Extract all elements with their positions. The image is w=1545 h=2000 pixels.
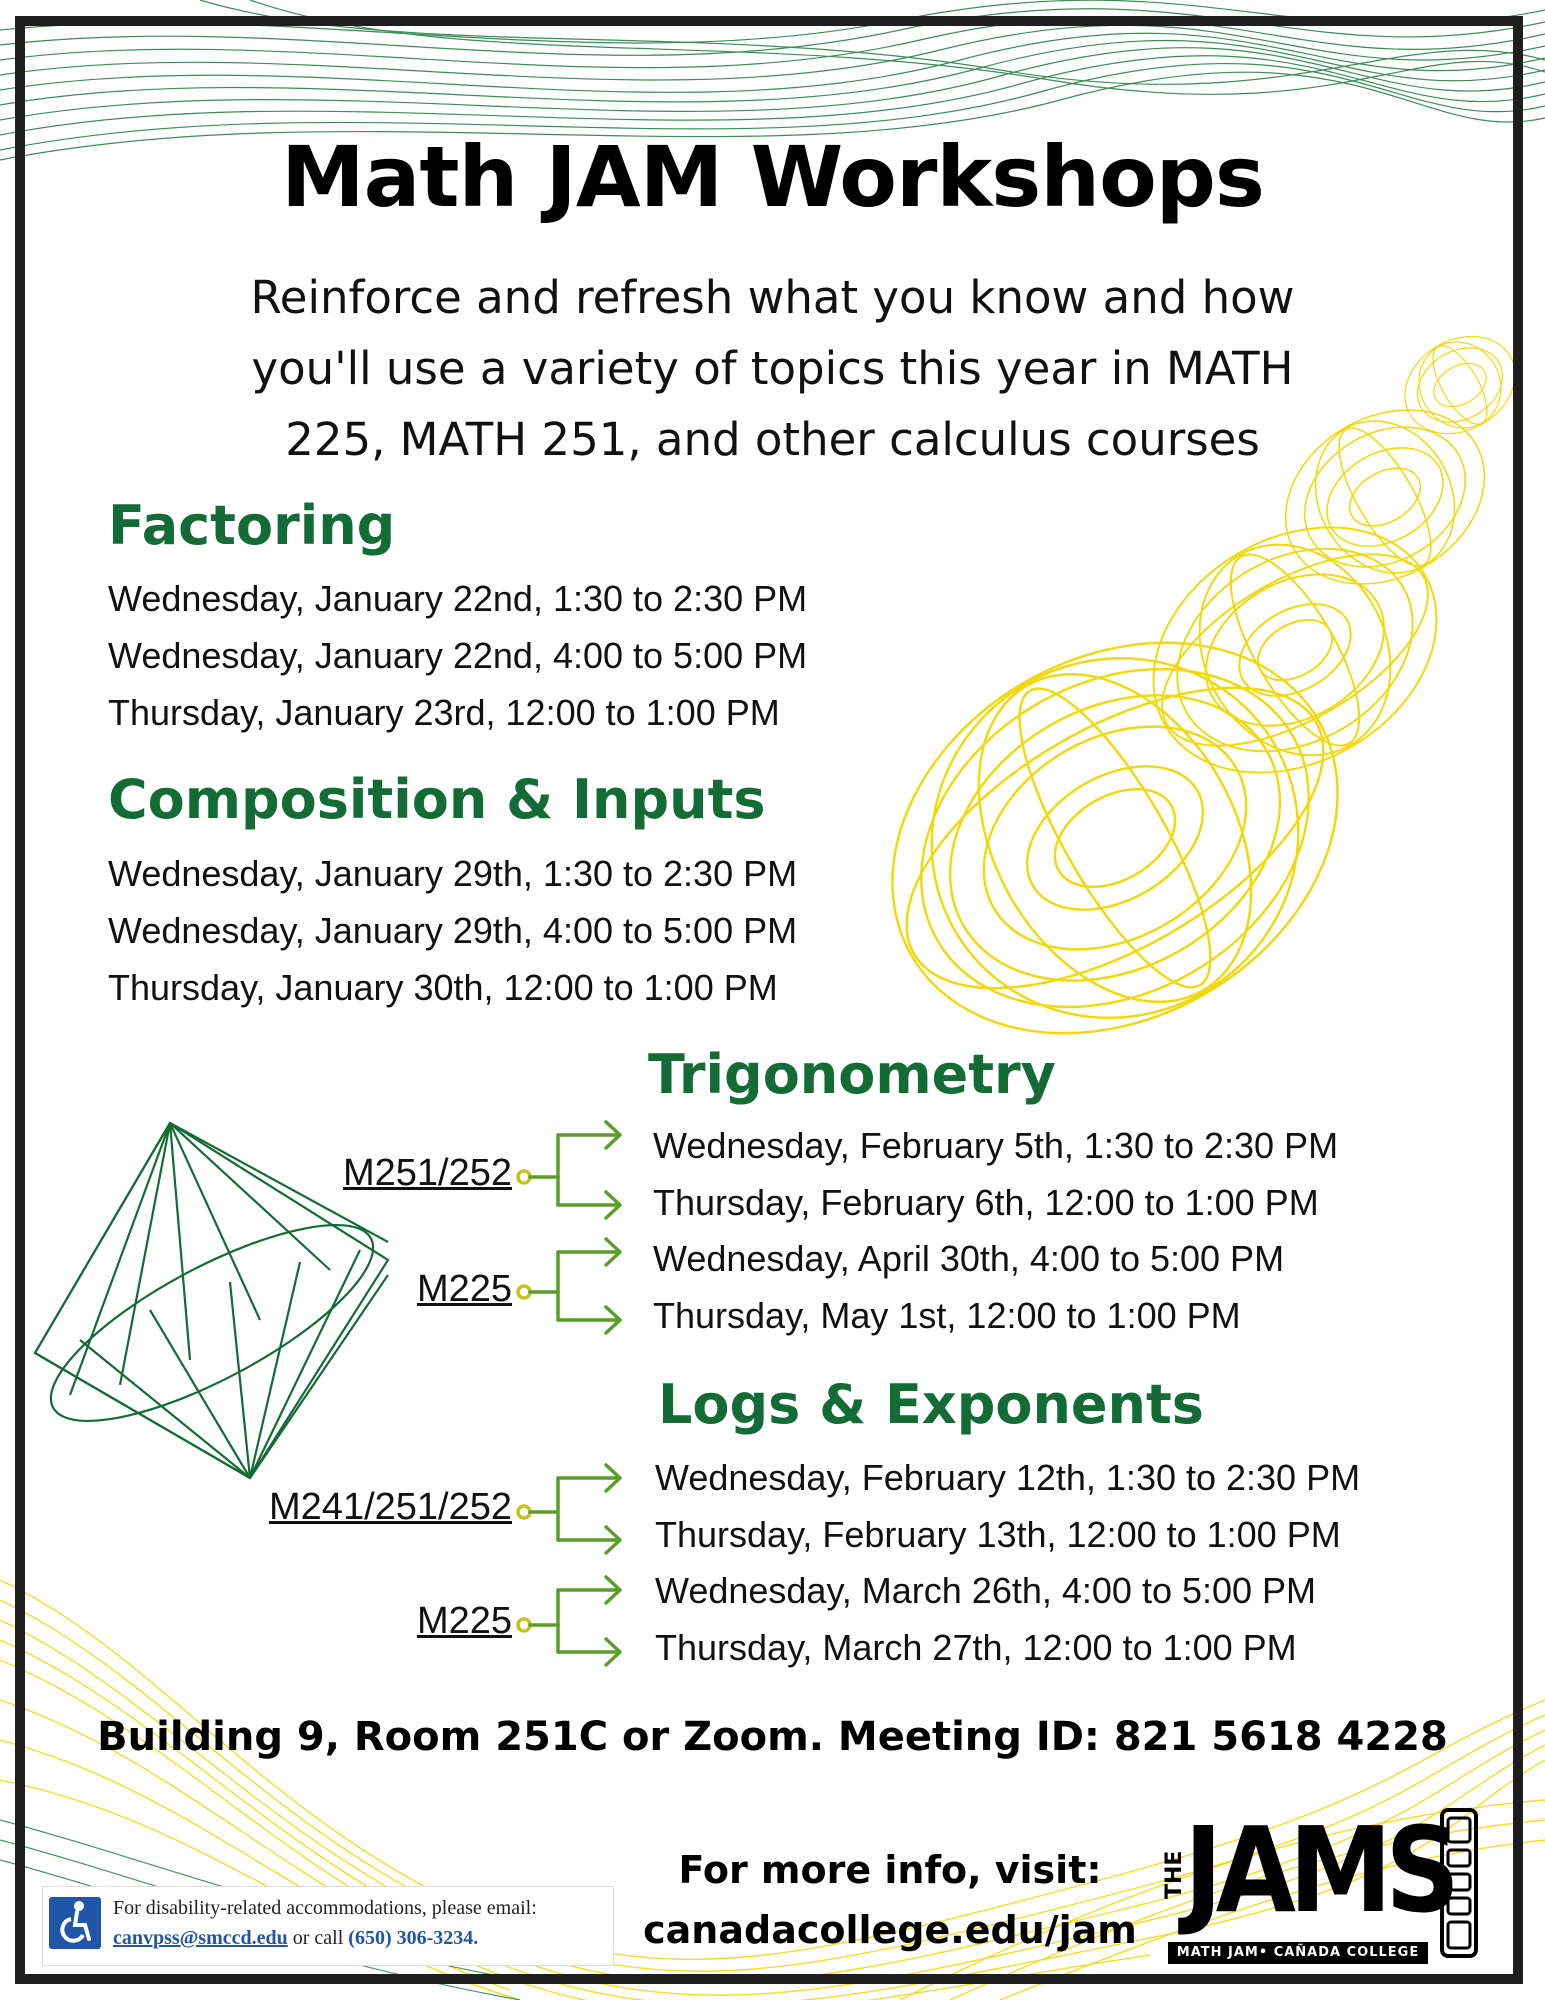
session-line: Thursday, March 27th, 12:00 to 1:00 PM <box>655 1627 1297 1668</box>
accessibility-notice <box>42 1886 614 1966</box>
course-label: M225 <box>416 1268 512 1310</box>
calculator-icon <box>1440 1808 1478 1958</box>
logo-jams-text: JAMS <box>1184 1801 1453 1939</box>
logs-heading: Logs & Exponents <box>658 1373 1204 1436</box>
intro-line: 225, MATH 251, and other calculus courses <box>285 413 1260 466</box>
intro-text <box>160 262 1385 475</box>
intro-line: you'll use a variety of topics this year in MATH <box>251 342 1294 395</box>
session-line: Wednesday, January 22nd, 1:30 to 2:30 PM <box>108 578 808 619</box>
more-info-url[interactable]: canadacollege.edu/jam <box>643 1908 1137 1952</box>
accessibility-line: For disability-related accommodations, please email: <box>113 1897 537 1919</box>
location-info: Building 9, Room 251C or Zoom. Meeting ID: 821 5618 4228 <box>97 1714 1448 1760</box>
trigonometry-heading: Trigonometry <box>648 1043 1056 1106</box>
session-line: Thursday, May 1st, 12:00 to 1:00 PM <box>653 1295 1241 1336</box>
more-info-label: For more info, visit: <box>678 1848 1102 1892</box>
accessibility-email-link[interactable]: canvpss@smccd.edu <box>113 1927 288 1949</box>
session-line: Thursday, January 30th, 12:00 to 1:00 PM <box>108 967 778 1008</box>
composition-heading: Composition & Inputs <box>108 768 766 831</box>
accessibility-mid-text: or call <box>287 1927 349 1949</box>
session-line: Wednesday, January 29th, 4:00 to 5:00 PM <box>108 910 798 951</box>
accessibility-phone: (650) 306-3234 <box>348 1927 474 1949</box>
wheelchair-icon <box>49 1897 101 1949</box>
accessibility-text <box>113 1893 613 1953</box>
intro-line: Reinforce and refresh what you know and how <box>250 271 1295 324</box>
factoring-heading: Factoring <box>108 494 396 557</box>
session-line: Wednesday, February 5th, 1:30 to 2:30 PM <box>653 1125 1339 1166</box>
logo-the-text: THE <box>1162 1850 1187 1900</box>
session-line: Wednesday, April 30th, 4:00 to 5:00 PM <box>653 1238 1285 1279</box>
session-line: Thursday, January 23rd, 12:00 to 1:00 PM <box>108 692 780 733</box>
session-line: Thursday, February 13th, 12:00 to 1:00 PM <box>655 1514 1341 1555</box>
course-label: M225 <box>416 1600 512 1642</box>
course-label: M251/252 <box>342 1152 512 1194</box>
session-line: Wednesday, February 12th, 1:30 to 2:30 PM <box>655 1457 1361 1498</box>
jams-logo <box>1162 1801 1502 1964</box>
session-line: Wednesday, January 22nd, 4:00 to 5:00 PM <box>108 635 808 676</box>
session-line: Wednesday, March 26th, 4:00 to 5:00 PM <box>655 1570 1317 1611</box>
logo-subtitle: MATH JAM• CAÑADA COLLEGE <box>1168 1942 1428 1964</box>
accessibility-end: . <box>473 1927 479 1949</box>
session-line: Wednesday, January 29th, 1:30 to 2:30 PM <box>108 853 798 894</box>
accessibility-contact <box>113 1923 613 1953</box>
session-line: Thursday, February 6th, 12:00 to 1:00 PM <box>653 1182 1319 1223</box>
course-label: M241/251/252 <box>269 1486 512 1528</box>
page-title: Math JAM Workshops <box>281 128 1264 226</box>
